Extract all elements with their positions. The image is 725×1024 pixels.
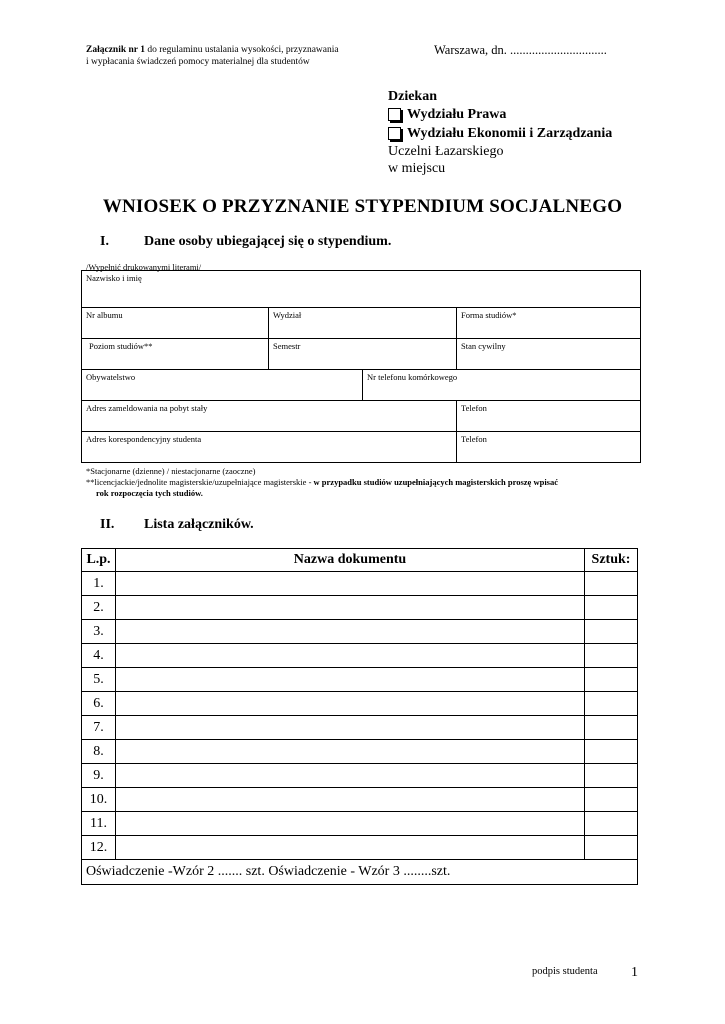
col-lp: L.p. [82,549,116,572]
quantity-input[interactable] [589,719,635,737]
document-name-cell [116,788,585,812]
marital-status-input[interactable] [461,353,631,366]
quantity-input[interactable] [589,695,635,713]
row-number: 7. [82,716,116,740]
attachment-text: do regulaminu ustalania wysokości, przyznawania [144,45,339,55]
permanent-address-cell [82,401,457,432]
mobile-input[interactable] [367,384,627,397]
phone1-input[interactable] [461,415,631,428]
faculty-option-law-label: Wydziału Prawa [407,107,507,122]
mobile-label: Nr telefonu komórkowego [367,372,458,382]
checkbox-law[interactable] [388,108,401,121]
quantity-input[interactable] [589,575,635,593]
footnote-study-level-text: **licencjackie/jednolite magisterskie/uzupełniające magisterskie - [86,477,314,487]
study-level-input[interactable] [86,353,259,366]
surname-name-input[interactable] [86,285,613,298]
row-number: 8. [82,740,116,764]
document-name-cell [116,572,585,596]
faculty-input[interactable] [273,322,447,335]
phone2-label: Telefon [461,434,487,444]
table-row [82,644,638,668]
quantity-cell [585,620,638,644]
attachment-note [86,44,339,68]
row-number: 1. [82,572,116,596]
document-name-cell [116,596,585,620]
album-no-cell [82,308,269,339]
quantity-input[interactable] [589,671,635,689]
phone1-cell [457,401,641,432]
document-name-cell [116,644,585,668]
phone2-input[interactable] [461,446,631,459]
footnote-study-level [86,477,558,488]
addressee-block [388,88,612,177]
quantity-cell [585,788,638,812]
attachment-text-line2: i wypłacania świadczeń pomocy materialnej dla studentów [86,57,310,67]
correspondence-address-cell [82,432,457,463]
marital-status-cell [457,339,641,370]
quantity-input[interactable] [589,599,635,617]
dean-label: Dziekan [388,89,437,104]
document-name-cell [116,764,585,788]
quantity-cell [585,740,638,764]
form-title: WNIOSEK O PRZYZNANIE STYPENDIUM SOCJALNEGO [102,196,623,217]
university-name: Uczelni Łazarskiego [388,144,504,159]
study-form-cell [457,308,641,339]
quantity-cell [585,572,638,596]
row-number: 2. [82,596,116,620]
citizenship-cell [82,370,363,401]
faculty-label: Wydział [273,310,302,320]
place-date: Warszawa, dn. ............................... [434,43,607,57]
document-name-input[interactable] [120,575,561,593]
section1-number: I. [100,234,109,249]
study-level-cell [82,339,269,370]
personal-data-table [81,270,641,463]
checkbox-economics[interactable] [388,127,401,140]
faculty-cell [269,308,457,339]
study-form-input[interactable] [461,322,631,335]
document-name-cell [116,740,585,764]
document-name-cell [116,692,585,716]
document-name-input[interactable] [120,671,561,689]
row-number: 10. [82,788,116,812]
quantity-cell [585,716,638,740]
table-row [82,572,638,596]
quantity-cell [585,812,638,836]
table-row [82,740,638,764]
attachments-table [81,548,638,885]
correspondence-address-input[interactable] [86,446,438,459]
permanent-address-input[interactable] [86,415,438,428]
quantity-input[interactable] [589,647,635,665]
table-row [82,692,638,716]
row-number: 9. [82,764,116,788]
table-row [82,788,638,812]
quantity-cell [585,644,638,668]
footnote-study-level-bold: w przypadku studiów uzupełniających magisterskich proszę wpisać [313,477,559,487]
semester-input[interactable] [273,353,447,366]
quantity-cell [585,692,638,716]
citizenship-label: Obywatelstwo [86,372,136,382]
row-number: 5. [82,668,116,692]
footnotes [86,466,558,499]
section2-number: II. [100,517,115,532]
col-quantity: Sztuk: [585,549,638,572]
row-number: 11. [82,812,116,836]
table-row [82,668,638,692]
page-number: 1 [631,965,638,980]
statements-row: Oświadczenie -Wzór 2 ....... szt. Oświadczenie - Wzór 3 ........szt. [82,860,638,885]
document-name-input[interactable] [120,791,561,809]
quantity-input[interactable] [589,815,635,833]
quantity-input[interactable] [589,767,635,785]
document-name-input[interactable] [120,743,561,761]
phone1-label: Telefon [461,403,487,413]
table-row [82,812,638,836]
faculty-option-economics-label: Wydziału Ekonomii i Zarządzania [407,126,613,141]
permanent-address-label: Adres zameldowania na pobyt stały [86,403,208,413]
document-name-cell [116,620,585,644]
quantity-cell [585,668,638,692]
document-name-cell [116,668,585,692]
surname-name-label: Nazwisko i imię [86,273,142,283]
correspondence-address-label: Adres korespondencyjny studenta [86,434,202,444]
document-name-input[interactable] [120,839,561,857]
quantity-input[interactable] [589,743,635,761]
quantity-input[interactable] [589,623,635,641]
document-name-input[interactable] [120,815,561,833]
row-number: 4. [82,644,116,668]
faculty-option-economics[interactable] [388,124,612,143]
table-row [82,596,638,620]
study-level-label: Poziom studiów** [89,341,153,351]
mobile-cell [363,370,641,401]
semester-label: Semestr [273,341,301,351]
table-row [82,836,638,860]
quantity-cell [585,596,638,620]
document-name-cell [116,716,585,740]
semester-cell [269,339,457,370]
table-row [82,716,638,740]
phone2-cell [457,432,641,463]
document-name-input[interactable] [120,767,561,785]
document-name-cell [116,836,585,860]
document-name-cell [116,812,585,836]
location-text: w miejscu [388,161,446,176]
marital-status-label: Stan cywilny [461,341,506,351]
table-row [82,620,638,644]
table-row [82,764,638,788]
attachment-number: Załącznik nr 1 [86,45,145,55]
row-number: 3. [82,620,116,644]
document-name-input[interactable] [120,623,561,641]
document-name-input[interactable] [120,647,561,665]
quantity-input[interactable] [589,839,635,857]
document-name-input[interactable] [120,719,561,737]
study-form-label: Forma studiów* [461,310,517,320]
quantity-cell [585,764,638,788]
section2-title: Lista załączników. [144,517,254,532]
fill-instruction: /Wypełnić drukowanymi literami/ [86,262,202,272]
footnote-study-level-bold2: rok rozpoczęcia tych studiów. [96,488,203,498]
row-number: 6. [82,692,116,716]
document-name-input[interactable] [120,695,561,713]
quantity-cell [585,836,638,860]
album-no-label: Nr albumu [86,310,123,320]
quantity-input[interactable] [589,791,635,809]
faculty-option-law[interactable] [388,105,612,124]
footnote-study-form: *Stacjonarne (dzienne) / niestacjonarne (zaoczne) [86,466,256,476]
document-name-input[interactable] [120,599,561,617]
student-signature: podpis studenta [532,966,598,977]
surname-name-cell [82,271,641,308]
row-number: 12. [82,836,116,860]
album-no-input[interactable] [86,322,259,335]
citizenship-input[interactable] [86,384,348,397]
section1-title: Dane osoby ubiegającej się o stypendium. [144,234,392,249]
col-document-name: Nazwa dokumentu [116,549,585,572]
